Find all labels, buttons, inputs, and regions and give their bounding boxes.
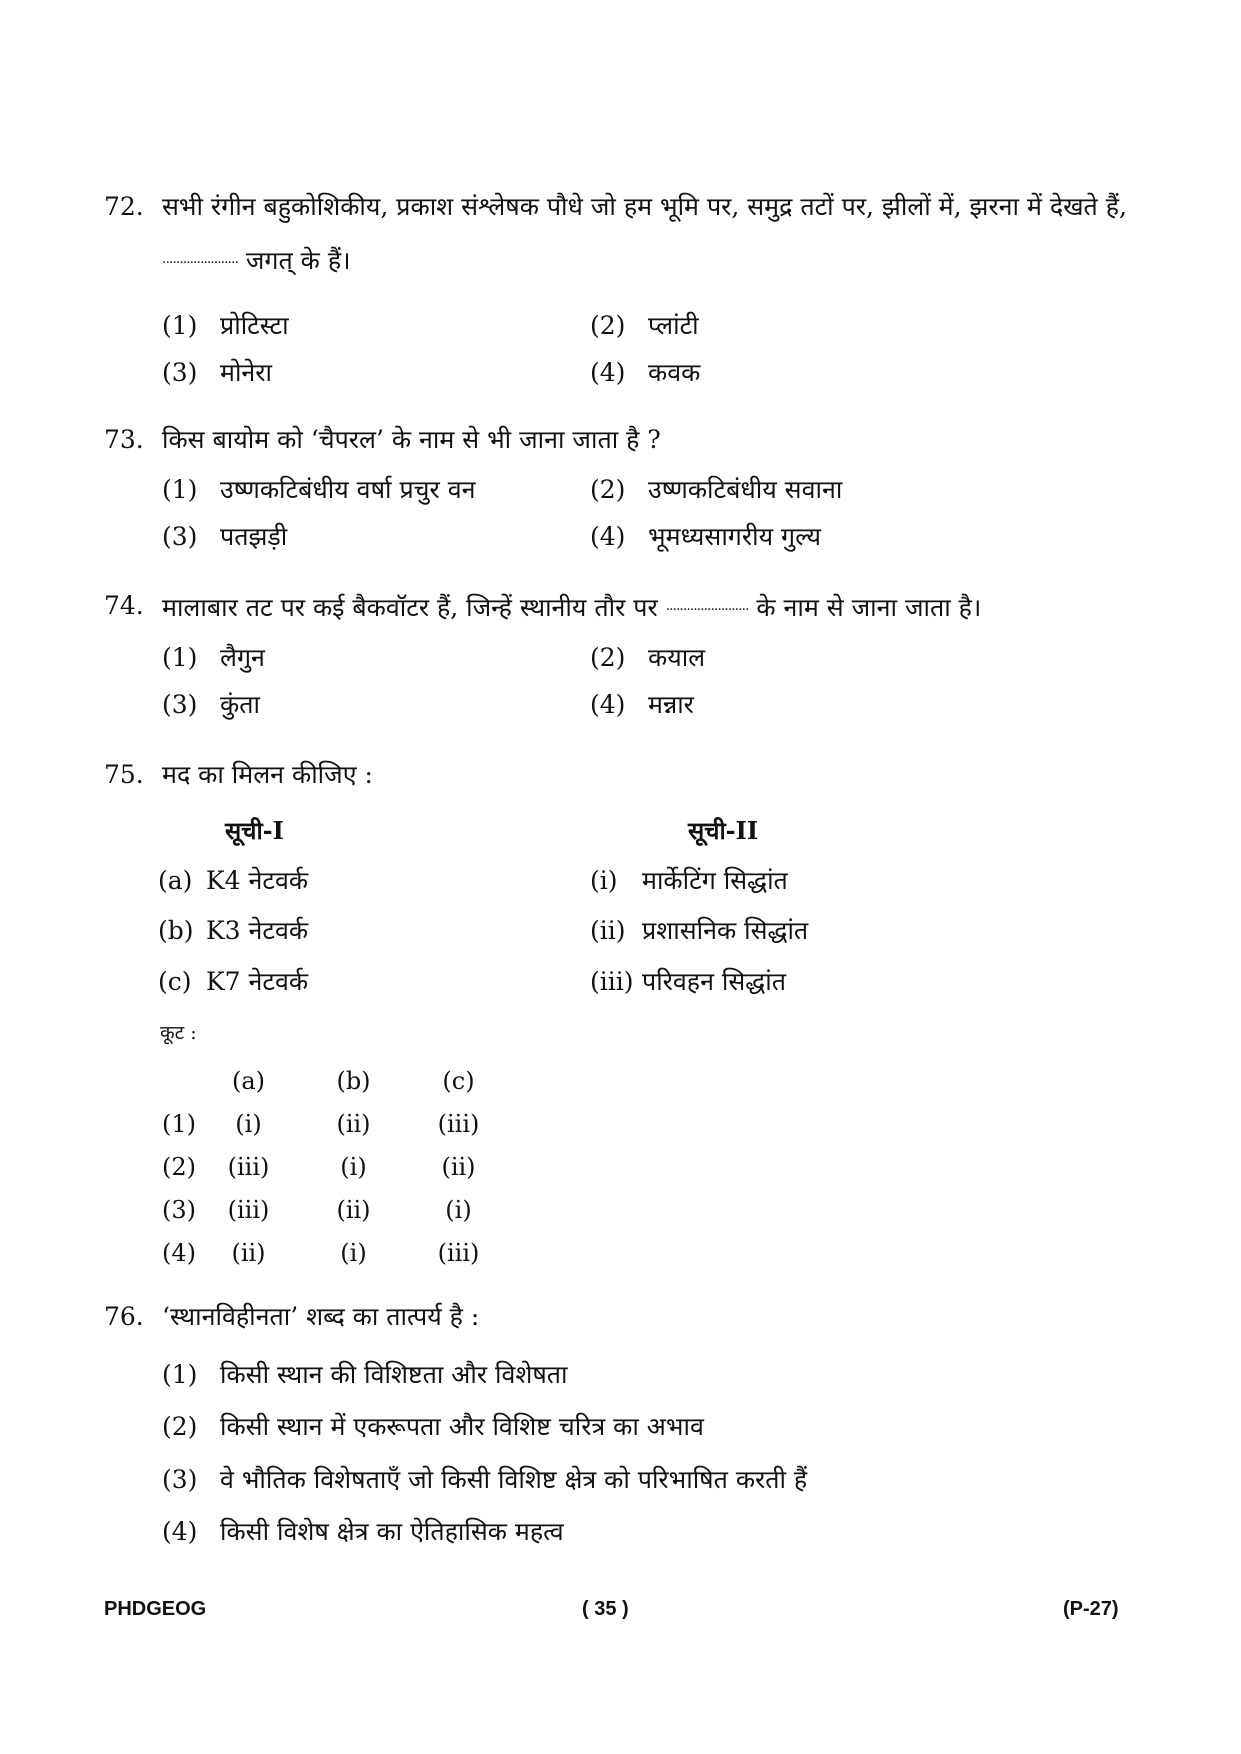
question-number: 74.	[104, 591, 144, 620]
question-73	[104, 414, 1144, 468]
option: (1) किसी स्थान की विशिष्टता और विशेषता	[162, 1360, 568, 1389]
answer-blank: ......................	[162, 251, 238, 267]
list-1-heading: सूची-I	[225, 816, 284, 845]
option: (4) किसी विशेष क्षेत्र का ऐतिहासिक महत्व	[162, 1517, 564, 1546]
question-text: मालाबार तट पर कई बैकवॉटर हैं, जिन्हें स्थानीय तौर पर ........................ के नाम से जाना जाता है।	[162, 593, 982, 622]
list-1-item: (b) K3 नेटवर्क	[158, 916, 309, 945]
option: (1) लैगुन	[162, 643, 265, 672]
option: (3) मोनेरा	[162, 358, 273, 387]
code-label: कूट :	[160, 1022, 197, 1044]
question-75	[104, 749, 1144, 803]
question-number: 75.	[104, 760, 144, 789]
list-2-item: (ii) प्रशासनिक सिद्धांत	[590, 916, 809, 945]
list-2-item: (i) मार्केटिंग सिद्धांत	[590, 866, 788, 895]
code-row: (2) (iii) (i) (ii)	[162, 1152, 476, 1181]
question-text: मद का मिलन कीजिए :	[162, 760, 373, 789]
code-header-cell: (b)	[336, 1066, 371, 1095]
option: (4) कवक	[590, 358, 701, 387]
question-text: ‘स्थानविहीनता’ शब्द का तात्पर्य है :	[162, 1302, 480, 1331]
question-74	[104, 580, 1144, 634]
question-text: किस बायोम को ‘चैपरल’ के नाम से भी जाना जाता है ?	[162, 425, 661, 454]
option: (1) प्रोटिस्टा	[162, 311, 289, 340]
code-header-cell: (a)	[231, 1066, 266, 1095]
set-code: (P-27)	[1063, 1598, 1119, 1620]
option: (1) उष्णकटिबंधीय वर्षा प्रचुर वन	[162, 475, 476, 504]
option: (2) प्लांटी	[590, 311, 699, 340]
option: (4) मन्नार	[590, 690, 694, 719]
answer-code-table	[162, 1059, 511, 1274]
option: (3) वे भौतिक विशेषताएँ जो किसी विशिष्ट क्षेत्र को परिभाषित करती हैं	[162, 1465, 808, 1494]
option: (4) भूमध्यसागरीय गुल्य	[590, 522, 822, 551]
option: (2) उष्णकटिबंधीय सवाना	[590, 475, 843, 504]
options-74	[162, 635, 1122, 735]
options-73	[162, 467, 1122, 567]
list-2-item: (iii) परिवहन सिद्धांत	[590, 967, 786, 996]
option: (2) किसी स्थान में एकरूपता और विशिष्ट चरित्र का अभाव	[162, 1412, 704, 1441]
question-number: 72.	[104, 192, 144, 221]
match-lists	[158, 858, 1118, 1008]
question-number: 76.	[104, 1302, 144, 1331]
option: (3) पतझड़ी	[162, 522, 288, 551]
code-row: (1) (i) (ii) (iii)	[162, 1109, 480, 1138]
list-2-heading: सूची-II	[688, 816, 759, 845]
code-row: (3) (iii) (ii) (i)	[162, 1195, 472, 1224]
option: (3) कुंता	[162, 690, 260, 719]
question-72	[104, 181, 1144, 291]
option: (2) कयाल	[590, 643, 706, 672]
question-text: सभी रंगीन बहुकोशिकीय, प्रकाश संश्लेषक पौधे जो हम भूमि पर, समुद्र तटों पर, झीलों में, झरना में देखते हैं, ...................... जगत् के हैं।	[162, 192, 1127, 275]
question-76	[104, 1291, 1144, 1345]
code-header-row	[162, 1059, 511, 1102]
code-row: (4) (ii) (i) (iii)	[162, 1238, 480, 1267]
paper-code: PHDGEOG	[104, 1598, 207, 1620]
answer-blank: ........................	[665, 598, 749, 614]
options-72	[162, 303, 1122, 403]
options-76	[162, 1352, 1122, 1572]
list-1-item: (c) K7 नेटवर्क	[158, 967, 309, 996]
page-number: ( 35 )	[582, 1598, 629, 1620]
list-1-item: (a) K4 नेटवर्क	[158, 866, 309, 895]
question-number: 73.	[104, 425, 144, 454]
code-header-cell: (c)	[442, 1066, 475, 1095]
